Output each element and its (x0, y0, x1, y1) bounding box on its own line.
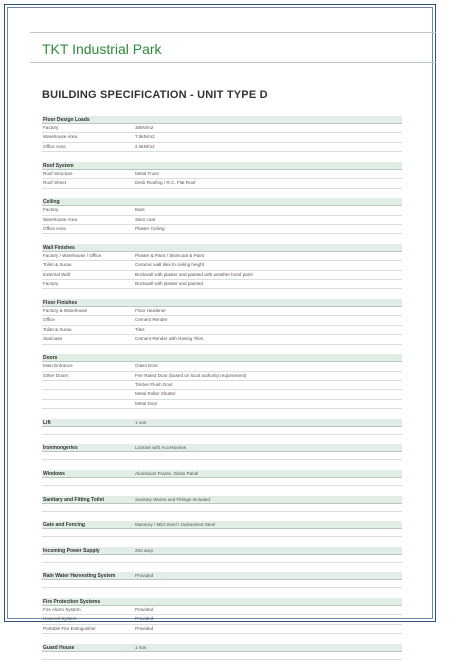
section-spacer (42, 460, 402, 470)
spec-item: Factory (43, 125, 59, 130)
spec-item: Other Doors (43, 372, 69, 378)
spec-single-row (42, 419, 402, 427)
section-heading: Incoming Power Supply (43, 547, 100, 554)
section-heading: Wall Finishes (42, 244, 402, 252)
spec-row (42, 307, 402, 316)
spec-row (42, 143, 402, 152)
spec-item: External Wall (43, 271, 70, 277)
spec-item: Hosereil System (43, 616, 77, 622)
spec-single-row (42, 521, 402, 529)
spec-item: Roof Sheet (43, 180, 66, 186)
spec-row (42, 170, 402, 179)
spec-value: Brickwall with plaster and painted (135, 281, 203, 287)
company-name: TKT Industrial Park (42, 41, 162, 57)
spec-row-divider (42, 529, 402, 537)
spec-row (42, 362, 402, 371)
spec-row (42, 606, 402, 615)
section-spacer (42, 634, 402, 644)
spec-item: Portable Fire Extinguisher (43, 625, 96, 631)
spec-item: Factory / Warehouse / Office (43, 252, 102, 258)
spec-value: Aluminium Frame, Glass Panel (135, 470, 199, 476)
section-heading: Guard House (43, 644, 75, 651)
spec-item (42, 400, 135, 408)
section-heading: Ceiling (42, 198, 402, 206)
spec-single-row (42, 470, 402, 478)
spec-item: Toilet & Surau (43, 326, 72, 332)
spec-row-divider (42, 504, 402, 512)
spec-row (42, 390, 402, 399)
spec-single-row (42, 444, 402, 452)
section-heading: Doors (42, 354, 402, 362)
spec-value: Plaster & Paint / Skimcoat & Paint (135, 252, 205, 258)
spec-value: Provided (135, 573, 154, 579)
spec-row (42, 625, 402, 634)
section-spacer (42, 588, 402, 598)
spec-value: Brickwall with plaster and painted with weather bond paint (135, 271, 253, 277)
spec-row-divider (42, 555, 402, 563)
section-heading: Gate and Fencing (43, 522, 85, 529)
spec-row-divider (42, 427, 402, 435)
section-heading: Rain Water Harvesting System (43, 573, 116, 580)
spec-value: 200 amp (135, 547, 153, 553)
spec-row (42, 615, 402, 624)
spec-item: Warehouse Area (43, 134, 78, 140)
spec-row (42, 252, 402, 261)
section-spacer (42, 435, 402, 445)
spec-row (42, 225, 402, 234)
document-title: BUILDING SPECIFICATION - UNIT TYPE D (42, 89, 268, 101)
spec-row (42, 280, 402, 289)
spec-item: Factory (43, 207, 59, 213)
section-spacer (42, 563, 402, 573)
section-heading: Windows (43, 470, 65, 477)
spec-value: Skim coat (135, 216, 156, 222)
spec-row-divider (42, 652, 402, 660)
spec-value: Cement Render (135, 317, 168, 323)
spec-row (42, 133, 402, 142)
spec-item: Toilet & Surau (43, 262, 72, 268)
section-heading: Fire Protection Systems (42, 598, 402, 606)
spec-item: Office (43, 317, 55, 323)
spec-value: Metal Door (135, 400, 158, 406)
section-spacer (42, 409, 402, 419)
spec-item: Office Area (43, 143, 66, 149)
section-heading: Ironmongeries (43, 445, 78, 452)
spec-row (42, 335, 402, 344)
spec-value: Provided (135, 606, 154, 612)
specification-table (42, 116, 402, 660)
section-spacer (42, 537, 402, 547)
spec-value: Tiles (135, 326, 145, 332)
spec-value: Provided (135, 616, 154, 622)
spec-row (42, 326, 402, 335)
spec-value: Glass Door (135, 363, 158, 369)
spec-single-row (42, 496, 402, 504)
spec-item: Fire Alarm System (43, 606, 81, 612)
spec-value: 2.5kN/m2 (135, 143, 155, 149)
section-spacer (42, 234, 402, 244)
section-spacer (42, 152, 402, 162)
spec-value: Deck Roofing / R.C. Flat Roof (135, 180, 196, 186)
spec-value: Lockset with Accessories (135, 445, 187, 451)
spec-value: Mansory / Mild Steel / Galvanised Steel (135, 522, 216, 528)
spec-value: Cement Render with Nosing Tiles (135, 336, 204, 342)
spec-row-divider (42, 478, 402, 486)
section-spacer (42, 486, 402, 496)
spec-item (42, 381, 135, 389)
section-heading: Lift (43, 419, 51, 426)
section-spacer (42, 512, 402, 522)
header-rule-bottom (30, 62, 436, 63)
spec-row (42, 124, 402, 133)
section-spacer (42, 289, 402, 299)
spec-value: 1 nos (135, 644, 147, 650)
spec-single-row (42, 572, 402, 580)
spec-row (42, 179, 402, 188)
spec-single-row (42, 547, 402, 555)
section-heading: Floor Finishes (42, 299, 402, 307)
spec-item (42, 390, 135, 398)
section-heading: Floor Design Loads (42, 116, 402, 124)
spec-value: Fire Rated Door (based on local authority requirement) (135, 372, 247, 378)
spec-value: 7.5kN/m2 (135, 134, 155, 140)
header-rule-top (30, 32, 436, 33)
spec-row (42, 381, 402, 390)
spec-item: Staircase (43, 336, 63, 342)
spec-row (42, 261, 402, 270)
spec-single-row (42, 644, 402, 652)
spec-item: Main Entrance (43, 363, 73, 369)
section-heading: Sanitary and Fitting Toilet (43, 496, 105, 503)
spec-item: Roof Structure (43, 170, 73, 176)
spec-row (42, 316, 402, 325)
spec-value: 1 nos (135, 419, 147, 425)
spec-value: Provided (135, 625, 154, 631)
spec-value: 30kN/m2 (135, 125, 154, 130)
spec-row (42, 271, 402, 280)
section-spacer (42, 189, 402, 199)
spec-value: Ceramic wall tiles to ceiling height (135, 262, 204, 268)
spec-value: Plaster Ceiling (135, 225, 165, 231)
section-spacer (42, 345, 402, 355)
spec-value: Metal Truss (135, 170, 159, 176)
spec-value: Timber Flush Door (135, 382, 173, 387)
spec-value: Sanitary Wares and Fittings Included (135, 496, 210, 502)
spec-value: Metal Roller Shutter (135, 391, 176, 397)
spec-value: Floor Hardener (135, 308, 166, 314)
spec-row (42, 206, 402, 215)
section-heading: Roof System (42, 162, 402, 170)
spec-item: Factory & Warehouse (43, 308, 88, 314)
spec-item: Warehouse Area (43, 216, 78, 222)
spec-item: Factory (43, 281, 59, 287)
spec-row (42, 216, 402, 225)
spec-row-divider (42, 580, 402, 588)
spec-item: Office Area (43, 225, 66, 231)
spec-row-divider (42, 452, 402, 460)
spec-row (42, 372, 402, 381)
spec-value: Bare (135, 207, 145, 213)
spec-row (42, 400, 402, 409)
